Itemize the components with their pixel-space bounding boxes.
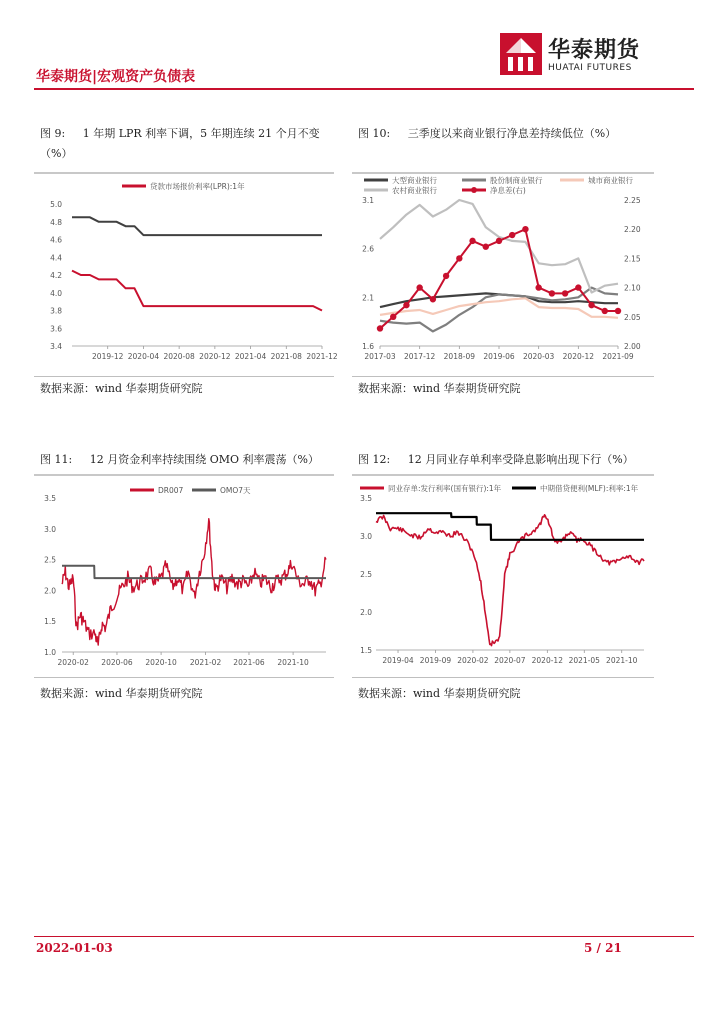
x-tick-label: 2021-08 xyxy=(270,352,302,361)
y-tick-label: 5.0 xyxy=(50,200,62,209)
y-tick-label: 3.5 xyxy=(360,494,372,503)
legend-label: 中期借贷便利(MLF):利率:1年 xyxy=(540,484,639,493)
data-point xyxy=(509,232,515,238)
y-tick-label: 2.5 xyxy=(44,555,56,565)
y-tick-label: 2.20 xyxy=(624,225,641,235)
legend-marker xyxy=(471,187,477,193)
data-point xyxy=(549,290,555,296)
y-tick-label: 3.5 xyxy=(44,494,56,503)
x-tick-label: 2020-04 xyxy=(127,352,160,361)
x-tick-label: 2020-07 xyxy=(494,656,526,665)
x-tick-label: 2021-04 xyxy=(234,352,267,361)
x-tick-label: 2020-02 xyxy=(57,658,89,667)
data-point xyxy=(416,284,422,290)
y-tick-label: 2.6 xyxy=(362,244,374,254)
huatai-logo-icon xyxy=(500,33,542,75)
y-tick-label: 1.0 xyxy=(44,648,56,657)
figure-10-source: 数据来源：wind 华泰期货研究院 xyxy=(358,382,521,395)
legend-label: 贷款市场报价利率(LPR):1年 xyxy=(150,182,245,191)
source-divider xyxy=(34,376,334,377)
figure-caption: 1 年期 LPR 利率下调，5 年期连续 21 个月不变（%） xyxy=(40,127,320,160)
figure-label: 图 11: xyxy=(40,453,73,466)
lpr-line-chart xyxy=(34,174,338,374)
x-tick-label: 2019-12 xyxy=(92,352,124,361)
source-divider xyxy=(352,677,654,678)
y-tick-label: 1.5 xyxy=(44,617,56,627)
figure-11-title xyxy=(40,450,340,470)
data-point xyxy=(588,302,594,308)
figure-9-source: 数据来源：wind 华泰期货研究院 xyxy=(40,382,203,395)
legend-label: 城市商业银行 xyxy=(588,176,633,185)
figure-12-source: 数据来源：wind 华泰期货研究院 xyxy=(358,687,521,700)
y-tick-label: 3.4 xyxy=(50,342,62,351)
series-line-1 xyxy=(72,217,322,235)
data-point xyxy=(483,244,489,250)
x-tick-label: 2020-06 xyxy=(101,658,133,667)
legend-label: 股份制商业银行 xyxy=(490,176,543,185)
series-line-ncd xyxy=(376,515,644,646)
source-divider xyxy=(34,677,334,678)
source-divider xyxy=(352,376,654,377)
y-tick-label: 4.2 xyxy=(50,271,62,280)
y-tick-label: 3.6 xyxy=(50,324,62,334)
series-line-dr007 xyxy=(62,519,326,645)
data-point xyxy=(403,302,409,308)
data-point xyxy=(575,284,581,290)
figure-caption: 12 月资金利率持续围绕 OMO 利率震荡（%） xyxy=(89,453,319,466)
legend-label: 净息差(右) xyxy=(490,186,526,195)
x-tick-label: 2017-12 xyxy=(403,352,436,361)
x-tick-label: 2021-09 xyxy=(602,352,634,361)
x-tick-label: 2019-04 xyxy=(382,656,414,665)
y-tick-label: 3.0 xyxy=(360,532,372,541)
x-tick-label: 2019-09 xyxy=(419,656,452,665)
series-line-0 xyxy=(72,271,322,311)
figure-10-title xyxy=(358,124,678,144)
page-number: 5 / 21 xyxy=(584,941,622,955)
figure-11-source: 数据来源：wind 华泰期货研究院 xyxy=(40,687,203,700)
x-tick-label: 2020-12 xyxy=(531,656,563,665)
data-point xyxy=(535,284,541,290)
ncd-mlf-chart xyxy=(352,476,654,674)
data-point xyxy=(390,314,396,320)
y-tick-label: 4.4 xyxy=(50,253,62,263)
logo-text-en: HUATAI FUTURES xyxy=(548,63,632,73)
legend-label: DR007 xyxy=(158,486,184,495)
figure-label: 图 9: xyxy=(40,127,66,140)
x-tick-label: 2020-12 xyxy=(562,352,595,361)
y-tick-label: 2.00 xyxy=(624,342,641,351)
legend-label: 农村商业银行 xyxy=(392,186,437,195)
x-tick-label: 2021-10 xyxy=(606,656,638,665)
figure-caption: 三季度以来商业银行净息差持续低位（%） xyxy=(407,127,617,140)
figure-9-title xyxy=(40,124,335,164)
data-point xyxy=(562,290,568,296)
footer-date: 2022-01-03 xyxy=(36,941,113,955)
x-tick-label: 2021-05 xyxy=(568,656,600,665)
y-tick-label: 4.6 xyxy=(50,235,62,245)
x-tick-label: 2020-12 xyxy=(199,352,231,361)
data-point xyxy=(430,296,436,302)
x-tick-label: 2021-12 xyxy=(306,352,338,361)
x-tick-label: 2020-10 xyxy=(145,658,177,667)
data-point xyxy=(443,273,449,279)
y-tick-label: 3.8 xyxy=(50,306,62,316)
x-tick-label: 2017-03 xyxy=(364,352,396,361)
data-point xyxy=(377,325,383,331)
x-tick-label: 2021-06 xyxy=(233,658,265,667)
data-point xyxy=(469,238,475,244)
x-tick-label: 2019-06 xyxy=(483,352,515,361)
y-tick-label: 4.8 xyxy=(50,217,62,227)
x-tick-label: 2020-08 xyxy=(163,352,195,361)
legend-label: 大型商业银行 xyxy=(392,176,437,185)
data-point xyxy=(602,308,608,314)
y-tick-label: 3.0 xyxy=(44,524,56,534)
data-point xyxy=(496,238,502,244)
y-tick-label: 2.5 xyxy=(360,570,372,579)
y-tick-label: 1.6 xyxy=(362,342,374,351)
header-divider xyxy=(34,88,694,90)
legend-label: OMO7天 xyxy=(220,486,251,495)
x-tick-label: 2018-09 xyxy=(443,352,476,361)
data-point xyxy=(522,226,528,232)
y-tick-label: 4.0 xyxy=(50,288,62,298)
logo-text-cn: 华泰期货 xyxy=(548,38,641,63)
x-tick-label: 2021-10 xyxy=(277,658,309,667)
series-line-3 xyxy=(380,200,618,293)
y-tick-label: 2.15 xyxy=(624,254,641,264)
figure-label: 图 10: xyxy=(358,127,391,140)
header-title: 华泰期货|宏观资产负债表 xyxy=(36,69,196,85)
figure-12-title xyxy=(358,450,678,470)
x-tick-label: 2020-02 xyxy=(457,656,489,665)
y-tick-label: 2.05 xyxy=(624,312,641,322)
y-tick-label: 1.5 xyxy=(360,646,372,655)
y-tick-label: 2.1 xyxy=(362,293,374,303)
x-tick-label: 2020-03 xyxy=(522,352,555,361)
dr007-omo-chart xyxy=(34,476,334,674)
net-interest-margin-chart xyxy=(352,174,654,374)
data-point xyxy=(456,255,462,261)
y-tick-label: 2.25 xyxy=(624,196,641,205)
x-tick-label: 2021-02 xyxy=(189,658,222,667)
y-tick-label: 2.0 xyxy=(44,586,56,596)
y-tick-label: 2.10 xyxy=(624,283,641,293)
series-line-4 xyxy=(380,229,618,328)
footer-divider xyxy=(34,936,694,937)
figure-caption: 12 月同业存单利率受降息影响出现下行（%） xyxy=(407,453,634,466)
data-point xyxy=(615,308,621,314)
figure-label: 图 12: xyxy=(358,453,391,466)
legend-label: 同业存单:发行利率(国有银行):1年 xyxy=(388,484,502,493)
y-tick-label: 2.0 xyxy=(360,608,372,617)
y-tick-label: 3.1 xyxy=(362,196,374,205)
